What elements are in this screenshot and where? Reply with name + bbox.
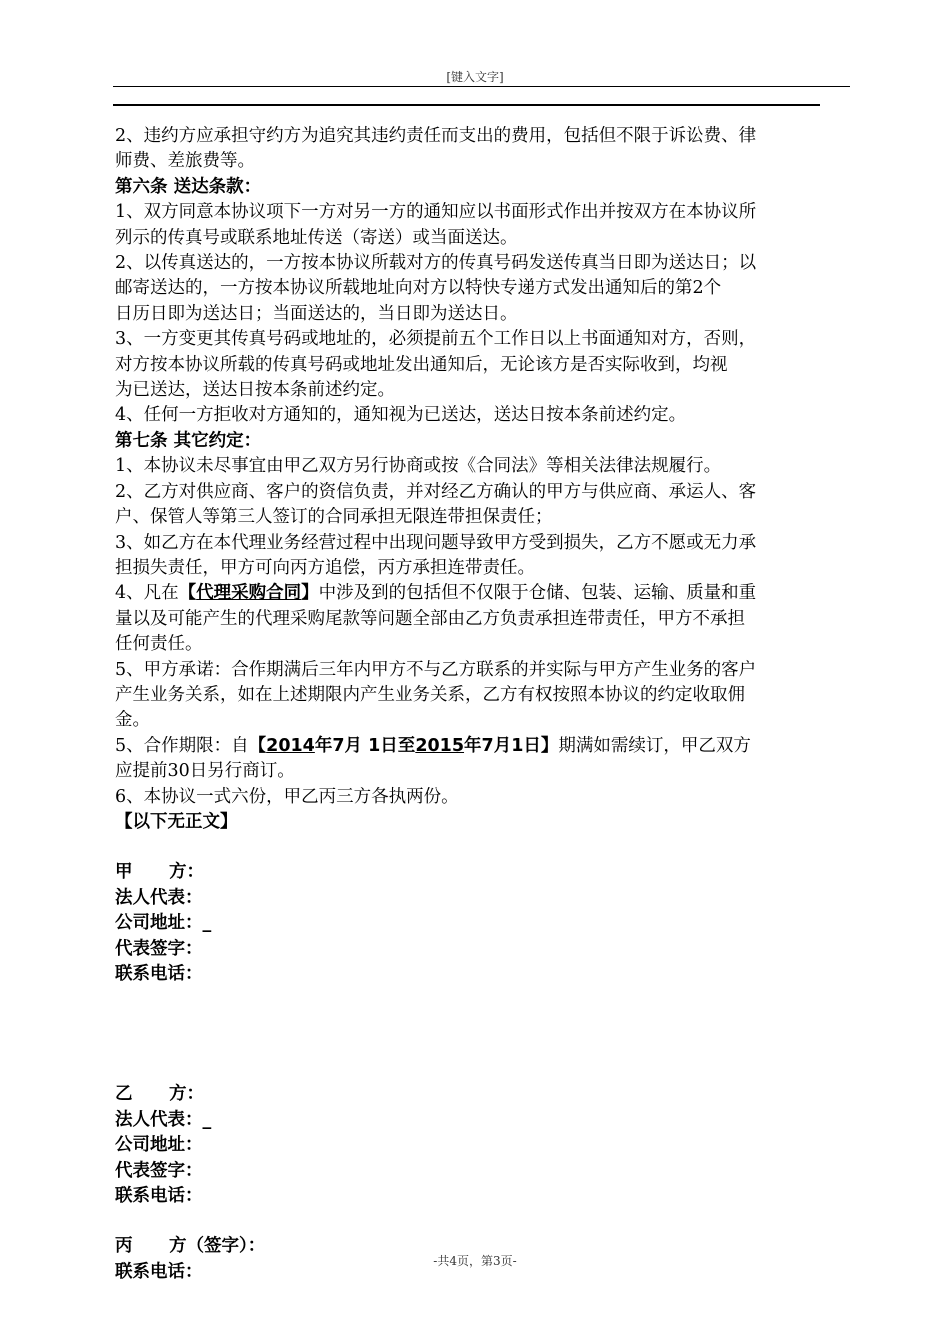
party-b-address: 公司地址： (115, 1135, 203, 1156)
contract-name: 代理采购合同 (196, 583, 302, 604)
paragraph-line: 邮寄送达的，一方按本协议所载地址向对方以特快专递方式发出通知后的第2个 (115, 278, 722, 299)
paragraph-line: 1、双方同意本协议项下一方对另一方的通知应以书面形式作出并按双方在本协议所 (115, 202, 757, 223)
paragraph-line: 4、任何一方拒收对方通知的，通知视为已送达，送达日按本条前述约定。 (115, 405, 687, 426)
section-heading: 第六条 送达条款： (115, 176, 262, 197)
party-c-phone: 联系电话： (115, 1261, 203, 1282)
text-run: 中涉及到的包括但不仅限于仓储、包装、运输、质量和重 (318, 583, 757, 604)
party-b-signature: 代表签字： (115, 1160, 203, 1181)
paragraph-line: 量以及可能产生的代理采购尾款等问题全部由乙方负责承担连带责任，甲方不承担 (115, 608, 745, 629)
paragraph-line: 2、乙方对供应商、客户的资信负责，并对经乙方确认的甲方与供应商、承运人、客 (115, 481, 757, 502)
bracket-open: 【 (178, 583, 197, 604)
end-year: 2015 (415, 735, 465, 756)
paragraph-line: 1、本协议未尽事宜由甲乙双方另行协商或按《合同法》等相关法律法规履行。 (115, 456, 722, 477)
party-a-rep: 法人代表： (115, 887, 203, 908)
party-a-signature: 代表签字： (115, 938, 203, 959)
paragraph-line: 金。 (115, 710, 150, 731)
paragraph-line: 2、违约方应承担守约方为追究其违约责任而支出的费用，包括但不限于诉讼费、律 (115, 126, 757, 146)
paragraph-line (115, 581, 855, 606)
paragraph-line: 3、一方变更其传真号码或地址的，必须提前五个工作日以上书面通知对方，否则， (115, 329, 757, 350)
paragraph-line: 应提前30日另行商订。 (115, 761, 295, 782)
text-run: 期满如需续订，甲乙双方 (558, 735, 751, 756)
party-b-phone: 联系电话： (115, 1186, 203, 1207)
bracket-open: 【 (248, 735, 267, 756)
text-run: 4、凡在 (115, 583, 179, 604)
paragraph-line: 对方按本协议所载的传真号码或地址发出通知后，无论该方是否实际收到，均视 (115, 354, 728, 375)
paragraph-line: 师费、差旅费等。 (115, 151, 255, 172)
paragraph-line (115, 734, 855, 759)
paragraph-line: 2、以传真送达的，一方按本协议所载对方的传真号码发送传真当日即为送达日；以 (115, 253, 757, 274)
paragraph-line: 户、保管人等第三人签订的合同承担无限连带担保责任； (115, 507, 553, 528)
paragraph-line: 日历日即为送达日；当面送达的，当日即为送达日。 (115, 303, 518, 324)
paragraph-line: 为已送达，送达日按本条前述约定。 (115, 380, 395, 401)
party-a-phone: 联系电话： (115, 964, 203, 984)
header-rule-thin (113, 86, 850, 87)
party-c-name: 丙 方（签字）： (115, 1236, 266, 1257)
bracket-close: 】 (301, 583, 319, 604)
start-date-text: 年7月 1日至 (314, 735, 416, 756)
document-body (115, 124, 855, 1285)
party-b-rep: 法人代表：_ (115, 1109, 212, 1130)
text-run: 5、合作期限：自 (115, 735, 249, 756)
party-a-address: 公司地址：_ (115, 913, 212, 934)
paragraph-line: 6、本协议一式六份，甲乙丙三方各执两份。 (115, 786, 459, 807)
header-rule-thick (113, 104, 820, 106)
paragraph-line: 列示的传真号或联系地址传送（寄送）或当面送达。 (115, 227, 518, 248)
paragraph-line: 产生业务关系，如在上述期限内产生业务关系，乙方有权按照本协议的约定收取佣 (115, 684, 745, 705)
page-footer: -共4页，第3页- (433, 1254, 517, 1268)
party-a-name: 甲 方： (115, 862, 205, 883)
party-b-name: 乙 方： (115, 1084, 205, 1105)
paragraph-line: 5、甲方承诺：合作期满后三年内甲方不与乙方联系的并实际与甲方产生业务的客户 (115, 659, 757, 680)
end-of-text-marker: 【以下无正文】 (115, 811, 238, 832)
paragraph-line: 担损失责任，甲方可向丙方追偿，丙方承担连带责任。 (115, 557, 535, 578)
paragraph-line: 3、如乙方在本代理业务经营过程中出现问题导致甲方受到损失，乙方不愿或无力承 (115, 532, 757, 553)
page-header: [键入文字] (446, 70, 504, 84)
end-date-text: 年7月1日】 (464, 735, 559, 756)
start-year: 2014 (266, 735, 315, 756)
section-heading: 第七条 其它约定： (115, 430, 262, 451)
paragraph-line: 任何责任。 (115, 634, 203, 655)
